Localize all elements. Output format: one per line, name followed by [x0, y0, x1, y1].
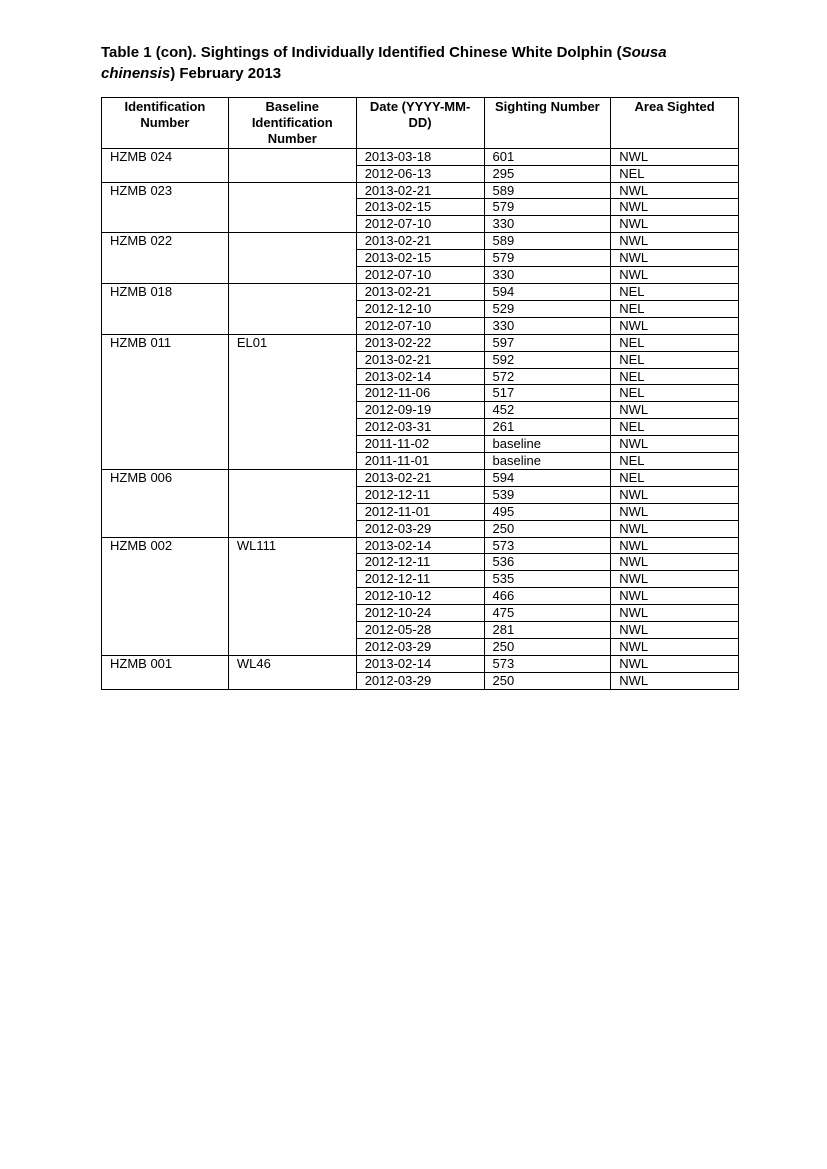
table-body: [102, 148, 739, 689]
cell-date: 2013-02-15: [356, 199, 484, 216]
cell-date: 2013-02-21: [356, 182, 484, 199]
cell-sighting-number: 589: [484, 233, 611, 250]
cell-sighting-number: 517: [484, 385, 611, 402]
table-row: [102, 368, 739, 385]
cell-sighting-number: 597: [484, 334, 611, 351]
cell-sighting-number: 579: [484, 199, 611, 216]
cell-baseline-identification-number: [228, 317, 356, 334]
sightings-table: [101, 97, 739, 690]
cell-date: 2012-09-19: [356, 402, 484, 419]
cell-date: 2013-02-14: [356, 537, 484, 554]
cell-baseline-identification-number: [228, 672, 356, 689]
cell-baseline-identification-number: [228, 469, 356, 486]
cell-identification-number: [102, 165, 229, 182]
title-prefix: Table 1 (con). Sightings of Individually Identified Chinese White Dolphin (: [101, 44, 622, 61]
cell-identification-number: HZMB 022: [102, 233, 229, 250]
cell-area-sighted: NWL: [611, 402, 739, 419]
cell-sighting-number: 250: [484, 639, 611, 656]
cell-identification-number: HZMB 024: [102, 148, 229, 165]
table-row: [102, 317, 739, 334]
cell-area-sighted: NWL: [611, 639, 739, 656]
cell-sighting-number: baseline: [484, 436, 611, 453]
cell-identification-number: [102, 267, 229, 284]
cell-identification-number: [102, 520, 229, 537]
cell-baseline-identification-number: EL01: [228, 334, 356, 351]
cell-sighting-number: 495: [484, 503, 611, 520]
cell-baseline-identification-number: [228, 486, 356, 503]
table-row: [102, 639, 739, 656]
header-sighting-number: Sighting Number: [484, 98, 611, 149]
table-row: [102, 402, 739, 419]
cell-identification-number: [102, 571, 229, 588]
cell-date: 2011-11-01: [356, 453, 484, 470]
cell-date: 2013-02-14: [356, 655, 484, 672]
cell-sighting-number: baseline: [484, 453, 611, 470]
cell-area-sighted: NWL: [611, 267, 739, 284]
cell-identification-number: [102, 554, 229, 571]
cell-identification-number: [102, 250, 229, 267]
table-row: [102, 436, 739, 453]
cell-identification-number: [102, 622, 229, 639]
cell-date: 2012-12-11: [356, 486, 484, 503]
cell-sighting-number: 536: [484, 554, 611, 571]
table-row: [102, 300, 739, 317]
cell-baseline-identification-number: [228, 250, 356, 267]
cell-area-sighted: NWL: [611, 317, 739, 334]
cell-baseline-identification-number: [228, 351, 356, 368]
cell-area-sighted: NWL: [611, 605, 739, 622]
cell-area-sighted: NWL: [611, 554, 739, 571]
cell-identification-number: [102, 436, 229, 453]
cell-sighting-number: 573: [484, 537, 611, 554]
cell-date: 2012-03-29: [356, 672, 484, 689]
cell-date: 2011-11-02: [356, 436, 484, 453]
cell-area-sighted: NWL: [611, 672, 739, 689]
cell-baseline-identification-number: [228, 148, 356, 165]
cell-sighting-number: 330: [484, 216, 611, 233]
cell-baseline-identification-number: [228, 503, 356, 520]
cell-baseline-identification-number: [228, 520, 356, 537]
cell-identification-number: [102, 672, 229, 689]
cell-identification-number: HZMB 002: [102, 537, 229, 554]
table-row: [102, 199, 739, 216]
cell-baseline-identification-number: [228, 639, 356, 656]
cell-area-sighted: NEL: [611, 419, 739, 436]
cell-sighting-number: 250: [484, 520, 611, 537]
cell-identification-number: [102, 503, 229, 520]
cell-baseline-identification-number: [228, 368, 356, 385]
cell-date: 2012-12-11: [356, 571, 484, 588]
cell-area-sighted: NWL: [611, 622, 739, 639]
cell-sighting-number: 539: [484, 486, 611, 503]
cell-date: 2012-06-13: [356, 165, 484, 182]
cell-date: 2012-07-10: [356, 267, 484, 284]
table-row: [102, 571, 739, 588]
cell-sighting-number: 475: [484, 605, 611, 622]
cell-date: 2012-03-29: [356, 639, 484, 656]
cell-baseline-identification-number: [228, 233, 356, 250]
cell-date: 2012-12-11: [356, 554, 484, 571]
table-row: [102, 385, 739, 402]
cell-area-sighted: NEL: [611, 385, 739, 402]
cell-sighting-number: 579: [484, 250, 611, 267]
cell-identification-number: [102, 605, 229, 622]
cell-sighting-number: 295: [484, 165, 611, 182]
table-row: [102, 486, 739, 503]
cell-date: 2013-02-15: [356, 250, 484, 267]
cell-date: 2012-03-29: [356, 520, 484, 537]
cell-area-sighted: NEL: [611, 334, 739, 351]
table-row: [102, 588, 739, 605]
cell-baseline-identification-number: [228, 554, 356, 571]
cell-identification-number: HZMB 023: [102, 182, 229, 199]
header-identification-number: Identification Number: [102, 98, 229, 149]
cell-identification-number: [102, 453, 229, 470]
header-row: [102, 98, 739, 149]
cell-baseline-identification-number: [228, 182, 356, 199]
cell-identification-number: [102, 419, 229, 436]
cell-baseline-identification-number: [228, 622, 356, 639]
cell-date: 2013-02-22: [356, 334, 484, 351]
cell-identification-number: HZMB 011: [102, 334, 229, 351]
cell-date: 2013-03-18: [356, 148, 484, 165]
table-row: [102, 182, 739, 199]
cell-sighting-number: 261: [484, 419, 611, 436]
cell-baseline-identification-number: [228, 385, 356, 402]
table-row: [102, 165, 739, 182]
cell-area-sighted: NWL: [611, 588, 739, 605]
table-row: [102, 537, 739, 554]
cell-area-sighted: NWL: [611, 182, 739, 199]
cell-sighting-number: 330: [484, 267, 611, 284]
cell-area-sighted: NWL: [611, 655, 739, 672]
cell-baseline-identification-number: [228, 199, 356, 216]
table-row: [102, 554, 739, 571]
cell-identification-number: [102, 351, 229, 368]
cell-date: 2012-12-10: [356, 300, 484, 317]
cell-sighting-number: 250: [484, 672, 611, 689]
cell-area-sighted: NWL: [611, 486, 739, 503]
cell-date: 2012-07-10: [356, 216, 484, 233]
cell-baseline-identification-number: WL111: [228, 537, 356, 554]
table-row: [102, 233, 739, 250]
cell-sighting-number: 594: [484, 283, 611, 300]
cell-sighting-number: 330: [484, 317, 611, 334]
table-row: [102, 267, 739, 284]
cell-baseline-identification-number: [228, 605, 356, 622]
cell-sighting-number: 594: [484, 469, 611, 486]
header-baseline-identification-number: Baseline Identification Number: [228, 98, 356, 149]
cell-identification-number: [102, 317, 229, 334]
cell-area-sighted: NEL: [611, 368, 739, 385]
cell-date: 2013-02-21: [356, 469, 484, 486]
table-title: [101, 42, 741, 84]
table-row: [102, 520, 739, 537]
cell-date: 2013-02-21: [356, 283, 484, 300]
cell-date: 2012-10-12: [356, 588, 484, 605]
cell-baseline-identification-number: [228, 165, 356, 182]
cell-sighting-number: 592: [484, 351, 611, 368]
cell-baseline-identification-number: WL46: [228, 655, 356, 672]
title-species: Sousa chinensis: [101, 44, 667, 82]
cell-area-sighted: NEL: [611, 469, 739, 486]
cell-area-sighted: NWL: [611, 503, 739, 520]
cell-baseline-identification-number: [228, 436, 356, 453]
table-row: [102, 672, 739, 689]
table-row: [102, 250, 739, 267]
cell-date: 2012-07-10: [356, 317, 484, 334]
cell-identification-number: HZMB 006: [102, 469, 229, 486]
cell-sighting-number: 452: [484, 402, 611, 419]
cell-baseline-identification-number: [228, 283, 356, 300]
cell-area-sighted: NEL: [611, 300, 739, 317]
cell-sighting-number: 589: [484, 182, 611, 199]
table-row: [102, 622, 739, 639]
cell-area-sighted: NWL: [611, 216, 739, 233]
cell-area-sighted: NWL: [611, 436, 739, 453]
table-row: [102, 148, 739, 165]
cell-identification-number: HZMB 018: [102, 283, 229, 300]
cell-area-sighted: NWL: [611, 520, 739, 537]
cell-date: 2013-02-14: [356, 368, 484, 385]
cell-sighting-number: 466: [484, 588, 611, 605]
cell-area-sighted: NEL: [611, 351, 739, 368]
cell-sighting-number: 601: [484, 148, 611, 165]
table-row: [102, 453, 739, 470]
cell-sighting-number: 535: [484, 571, 611, 588]
cell-identification-number: [102, 588, 229, 605]
table-row: [102, 283, 739, 300]
table-row: [102, 605, 739, 622]
cell-sighting-number: 572: [484, 368, 611, 385]
cell-area-sighted: NEL: [611, 283, 739, 300]
cell-identification-number: [102, 402, 229, 419]
cell-identification-number: [102, 199, 229, 216]
cell-baseline-identification-number: [228, 300, 356, 317]
cell-area-sighted: NWL: [611, 537, 739, 554]
cell-baseline-identification-number: [228, 419, 356, 436]
cell-date: 2012-05-28: [356, 622, 484, 639]
cell-identification-number: [102, 216, 229, 233]
cell-area-sighted: NWL: [611, 571, 739, 588]
table-row: [102, 419, 739, 436]
cell-area-sighted: NWL: [611, 148, 739, 165]
cell-sighting-number: 281: [484, 622, 611, 639]
table-row: [102, 216, 739, 233]
cell-date: 2012-03-31: [356, 419, 484, 436]
cell-baseline-identification-number: [228, 453, 356, 470]
cell-sighting-number: 529: [484, 300, 611, 317]
cell-sighting-number: 573: [484, 655, 611, 672]
cell-identification-number: [102, 639, 229, 656]
cell-area-sighted: NWL: [611, 233, 739, 250]
table-row: [102, 469, 739, 486]
cell-baseline-identification-number: [228, 216, 356, 233]
table-row: [102, 655, 739, 672]
cell-area-sighted: NEL: [611, 165, 739, 182]
cell-baseline-identification-number: [228, 588, 356, 605]
title-suffix: ) February 2013: [170, 65, 282, 82]
cell-identification-number: [102, 300, 229, 317]
cell-date: 2012-11-01: [356, 503, 484, 520]
cell-area-sighted: NWL: [611, 250, 739, 267]
table-row: [102, 503, 739, 520]
cell-identification-number: [102, 385, 229, 402]
cell-area-sighted: NWL: [611, 199, 739, 216]
table-row: [102, 351, 739, 368]
cell-date: 2012-10-24: [356, 605, 484, 622]
cell-baseline-identification-number: [228, 267, 356, 284]
cell-area-sighted: NEL: [611, 453, 739, 470]
cell-date: 2013-02-21: [356, 233, 484, 250]
table-row: [102, 334, 739, 351]
cell-identification-number: [102, 486, 229, 503]
cell-date: 2013-02-21: [356, 351, 484, 368]
header-area-sighted: Area Sighted: [611, 98, 739, 149]
cell-baseline-identification-number: [228, 402, 356, 419]
cell-identification-number: HZMB 001: [102, 655, 229, 672]
cell-identification-number: [102, 368, 229, 385]
cell-date: 2012-11-06: [356, 385, 484, 402]
header-date: Date (YYYY-MM-DD): [356, 98, 484, 149]
cell-baseline-identification-number: [228, 571, 356, 588]
